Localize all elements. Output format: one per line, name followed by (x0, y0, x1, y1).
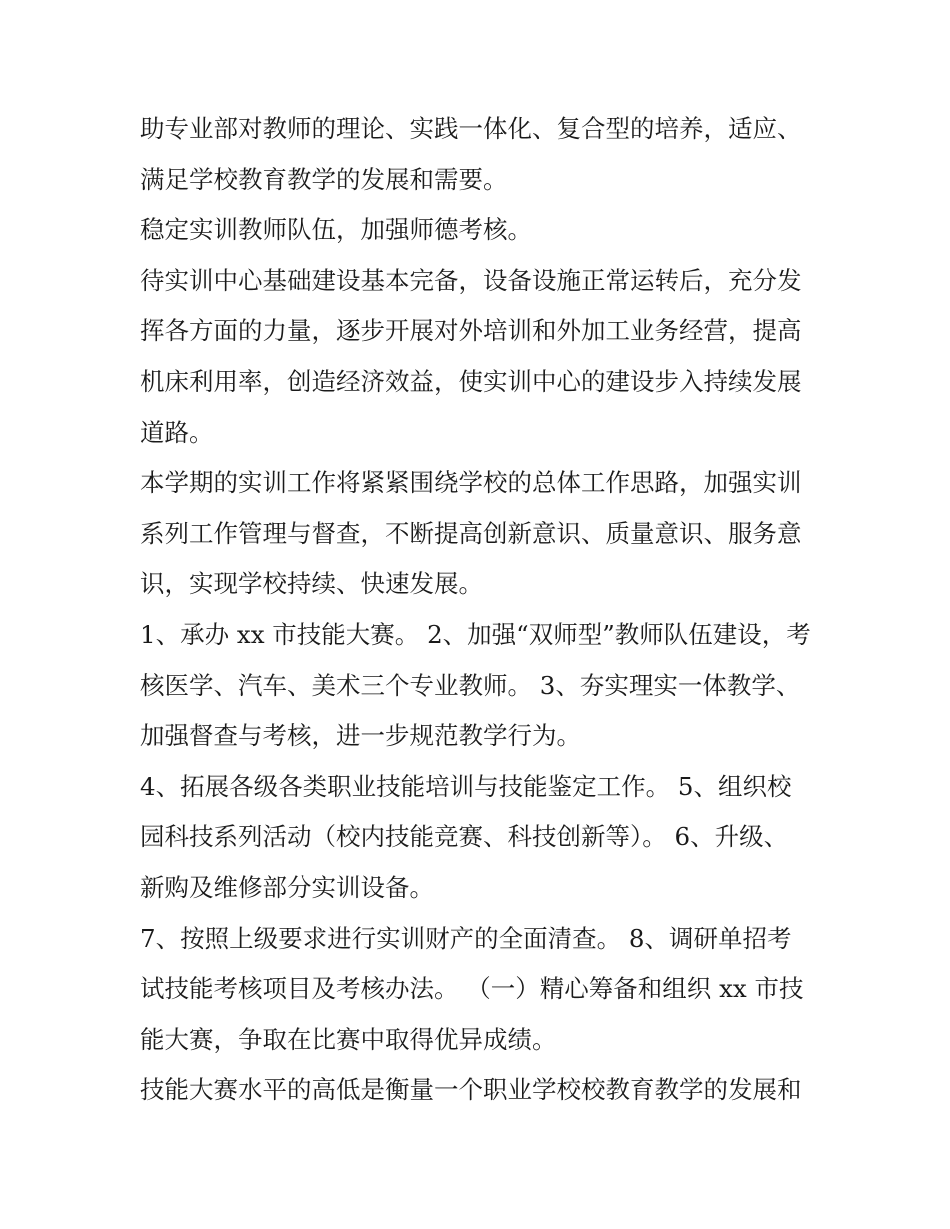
text-line: 待实训中心基础建设基本完备，设备设施正常运转后，充分发 (140, 265, 802, 295)
text-line: 机床利用率，创造经济效益，使实训中心的建设步入持续发展 (140, 366, 802, 396)
text-line: 4、拓展各级各类职业技能培训与技能鉴定工作。 5、组织校 (140, 771, 792, 801)
text-line: 满足学校教育教学的发展和需要。 (140, 164, 508, 194)
text-line: 本学期的实训工作将紧紧围绕学校的总体工作思路，加强实训 (140, 468, 802, 498)
text-line: 稳定实训教师队伍，加强师德考核。 (140, 215, 532, 245)
document-body (140, 104, 820, 1116)
text-line: 新购及维修部分实训设备。 (140, 872, 434, 902)
text-line: 试技能考核项目及考核办法。 （一）精心筹备和组织 xx 市技 (140, 974, 804, 1004)
text-line: 助专业部对教师的理论、实践一体化、复合型的培养，适应、 (140, 114, 802, 143)
text-line: 识，实现学校持续、快速发展。 (140, 569, 483, 599)
text-line: 道路。 (140, 417, 214, 447)
text-line: 园科技系列活动（校内技能竞赛、科技创新等）。 6、升级、 (140, 822, 789, 852)
text-line: 技能大赛水平的高低是衡量一个职业学校校教育教学的发展和 (140, 1075, 802, 1105)
text-line: 核医学、汽车、美术三个专业教师。 3、夯实理实一体教学、 (140, 670, 801, 700)
text-line: 系列工作管理与督查，不断提高创新意识、质量意识、服务意 (140, 518, 802, 548)
text-line: 能大赛，争取在比赛中取得优异成绩。 (140, 1024, 557, 1054)
text-line: 1、承办 xx 市技能大赛。 2、加强“双师型”教师队伍建设，考 (140, 619, 811, 649)
text-line: 7、按照上级要求进行实训财产的全面清查。 8、调研单招考 (140, 923, 792, 953)
text-line: 挥各方面的力量，逐步开展对外培训和外加工业务经营，提高 (140, 316, 802, 346)
text-line: 加强督查与考核，进一步规范教学行为。 (140, 721, 581, 751)
